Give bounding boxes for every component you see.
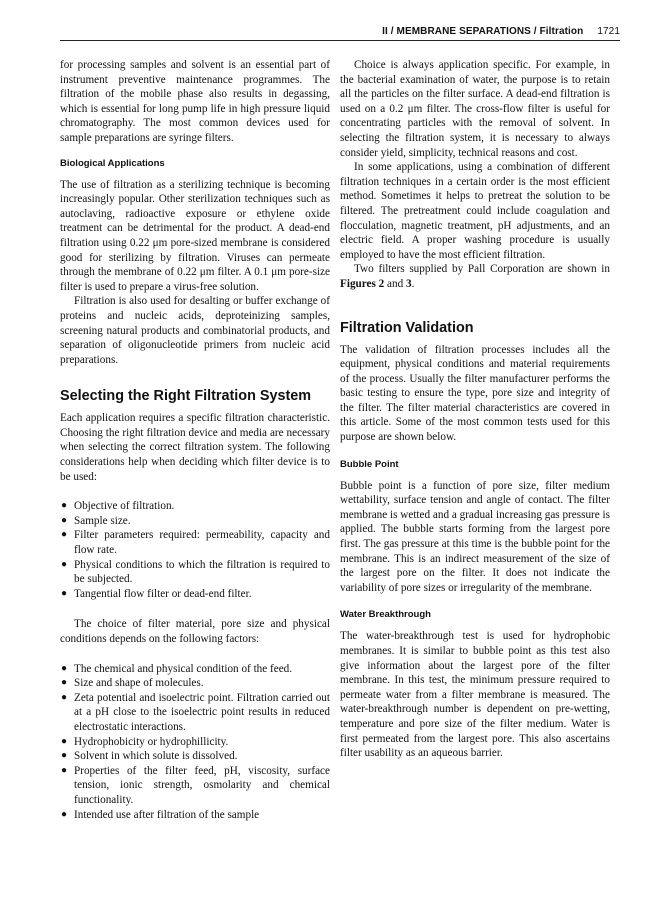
list-item: ● Intended use after filtration of the sample [61,808,260,821]
bullet-icon: ● [61,500,68,512]
heading-water-breakthrough: Water Breakthrough [340,609,431,621]
bullet-icon: ● [61,750,68,762]
list-item: ● The chemical and physical condition of the feed. [61,662,293,675]
bullet-icon: ● [61,808,68,820]
heading-biological-applications: Biological Applications [60,157,165,169]
left-column [60,58,330,822]
bullet-icon: ● [61,691,68,703]
paragraph-biological-1: The use of filtration as a sterilizing technique is becoming increasingly popular. Other sterilization techniques such as autoclaving, radioactive exposure or ethylene oxide treatment can be detrimental for the product. A dead-end filtration using 0.22 μm pore-sized membrane is considered good for sterilizing by filtration. Viruses can permeate through the membrane of 0.22 μm filter. A 0.1 μm pore-size filter is used to prepare a virus-free solution. [60,178,330,293]
list-item: ● Zeta potential and isoelectric point. Filtration carried out at a pH close to the isoelectric point results in reduced electrostatic interactions. [61,691,330,733]
list-item: ● Tangential flow filter or dead-end filter. [61,587,252,600]
list-item: ● Hydrophobicity or hydrophillicity. [61,735,229,748]
paragraph-choice-factors: The choice of filter material, pore size and physical conditions depends on the following factors: [60,618,330,645]
bullet-icon: ● [61,587,68,599]
heading-selecting-filtration-system: Selecting the Right Filtration System [60,388,312,405]
bullet-icon: ● [61,529,68,541]
page-number: 1721 [597,26,620,37]
bullet-icon: ● [61,558,68,570]
bullet-icon: ● [61,514,68,526]
figure-reference[interactable]: Figures 2 [340,277,385,290]
paragraph-water-breakthrough: The water-breakthrough test is used for hydrophobic membranes. It is similar to bubble point as this test also give information about the largest pore of the filter membrane. In this test, the minimum pressure required to permeate water from a filter membrane is measured. The water-breakthrough number is dependent on pre-wetting, temperature and pore size of the filter medium. Water is first permeated from the largest pore. This also ascertains filter usability as an aqueous barrier. [340,630,610,760]
bullet-icon: ● [61,677,68,689]
considerations-list [60,499,330,601]
list-item: ● Objective of filtration. [61,500,175,513]
running-head [60,26,620,41]
list-item: ● Filter parameters required: permeability, capacity and flow rate. [61,529,330,557]
paragraph-combination: In some applications, using a combination of different filtration techniques in a certain order is the most efficient method. Sometimes it helps to pretreat the solution to be filtered. The pretreatment could include coagulation and flocculation, magnetic treatment, pH adjustments, and an electric field. A proper washing procedure is usually employed to have the most efficient filtration. [340,161,610,261]
paragraph-intro-continued: for processing samples and solvent is an essential part of instrument preventive maintenance programmes. The filtration of the mobile phase also results in degassing, which is essential for long pump life in high pressure liquid chromatography. The most common devices used for sample preparations are syringe filters. [60,59,330,144]
list-item: ● Size and shape of molecules. [61,677,204,690]
paragraph-biological-2: Filtration is also used for desalting or buffer exchange of proteins and nucleic acids, deproteinizing samples, screening natural products and combinatorial products, and separation of oligonucleotide primers from nucleic acid preparations. [60,295,330,366]
factors-list [60,662,330,823]
list-item: ● Sample size. [61,514,131,527]
bullet-icon: ● [61,735,68,747]
paragraph-validation: The validation of filtration processes includes all the equipment, physical conditions and material requirements of the process. Usually the filter manufacturer performs the basic testing to ensure the type, pore size and integrity of the filter. The filter material characteristics are covered in this article. Some of the most common tests used for this purpose are shown below. [340,343,610,444]
paragraph-bubble-point: Bubble point is a function of pore size, filter medium wettability, surface tension and angle of contact. The filter membrane is wetted and a gradual increasing gas pressure is applied. The bubble starts forming from the largest pore first. The gas pressure at this time is the bubble point for the membrane. This is an indirect measurement of the size of the largest pore on the filter. It does not indicate the variability of pore sizes or irregularity of the membrane. [340,479,610,594]
right-column [340,58,610,761]
paragraph-choice-application: Choice is always application specific. For example, in the bacterial examination of water, the purpose is to retain all the particles on the filter surface. A dead-end filtration is used on a 0.2 μm filter. The cross-flow filter is useful for concentrating particles with the removal of solvent. In selecting the filtration system, it is necessary to always consider yield, simplicity, technical reasons and cost. [340,59,610,159]
paragraph-pall-filters: Two filters supplied by Pall Corporation are shown in Figures 2 and 3. [340,263,610,290]
running-head-title: II / MEMBRANE SEPARATIONS / Filtration [382,26,584,37]
paragraph-selecting: Each application requires a specific filtration characteristic. Choosing the right filtration device and media are necessary when selecting the correct filtration system. The following considerations help when deciding which filter device is to be used: [60,412,330,483]
list-item: ● Physical conditions to which the filtration is required to be subjected. [61,558,330,586]
bullet-icon: ● [61,764,68,776]
bullet-icon: ● [61,662,68,674]
heading-filtration-validation: Filtration Validation [340,319,474,336]
heading-bubble-point: Bubble Point [340,458,399,470]
figure-reference[interactable]: 3 [405,277,412,290]
list-item: ● Solvent in which solute is dissolved. [61,750,238,763]
list-item: ● Properties of the filter feed, pH, viscosity, surface tension, ionic strength, osmolarity and chemical functionality. [61,764,330,806]
